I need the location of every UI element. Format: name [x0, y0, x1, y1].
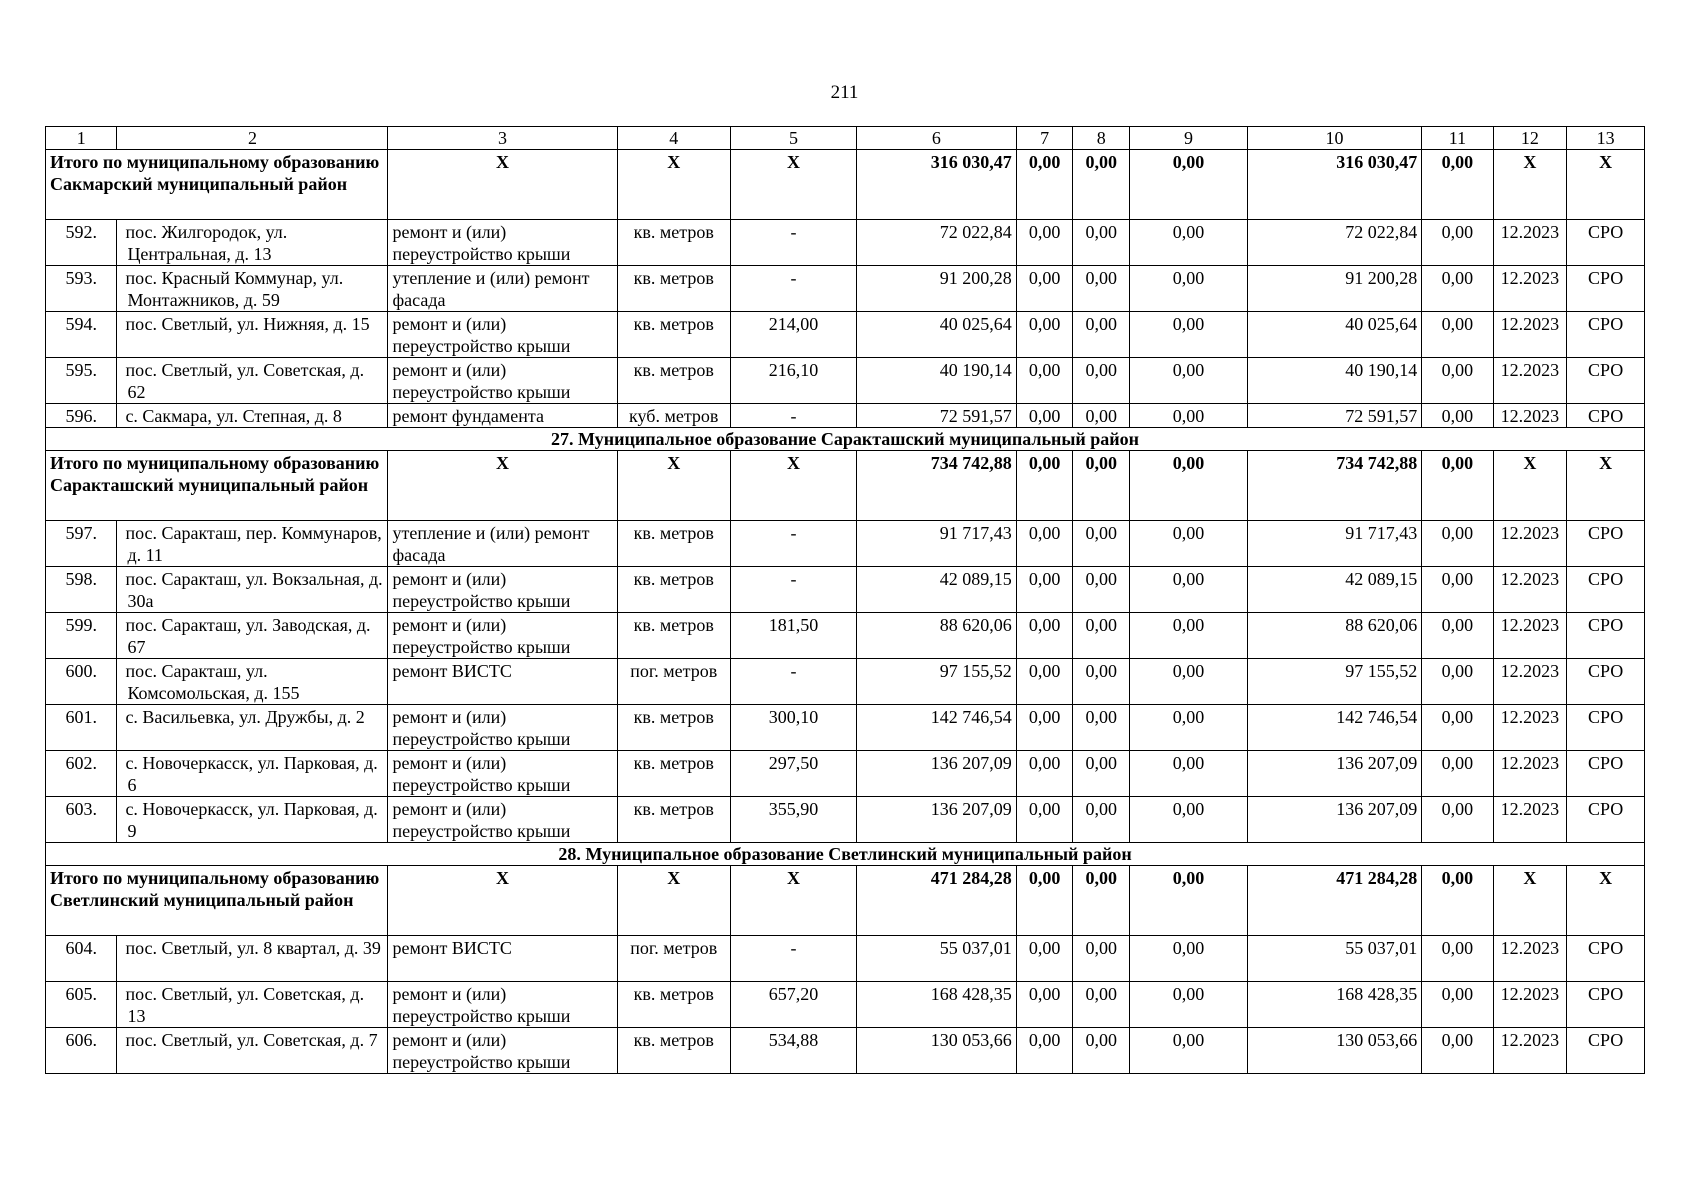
column-number-cell: 11: [1422, 127, 1493, 150]
row-number: 598.: [46, 567, 117, 613]
cost-cell: 55 037,01: [857, 936, 1017, 982]
quantity-cell: 534,88: [730, 1028, 856, 1074]
row-number: 602.: [46, 751, 117, 797]
work-type-cell: ремонт и (или) переустройство крыши: [388, 751, 617, 797]
address-cell: пос. Светлый, ул. 8 квартал, д. 39: [117, 936, 388, 982]
col-7-cell: 0,00: [1016, 936, 1073, 982]
unit-cell: кв. метров: [617, 358, 730, 404]
col-9-cell: 0,00: [1130, 659, 1248, 705]
method-cell: СРО: [1567, 567, 1645, 613]
cost-cell: 91 717,43: [857, 521, 1017, 567]
quantity-cell: 216,10: [730, 358, 856, 404]
deadline-cell: 12.2023: [1493, 567, 1567, 613]
unit-cell: кв. метров: [617, 220, 730, 266]
table-row: [46, 220, 1645, 266]
deadline-cell: 12.2023: [1493, 266, 1567, 312]
col-9-cell: 0,00: [1130, 404, 1248, 428]
col-10-cell: 91 717,43: [1247, 521, 1421, 567]
table-row: [46, 312, 1645, 358]
method-cell: СРО: [1567, 936, 1645, 982]
total-col-3: X: [388, 150, 617, 220]
method-cell: СРО: [1567, 659, 1645, 705]
section-heading-row: [46, 428, 1645, 451]
column-number-cell: 7: [1016, 127, 1073, 150]
column-number-cell: 3: [388, 127, 617, 150]
deadline-cell: 12.2023: [1493, 1028, 1567, 1074]
address-cell: пос. Саракташ, пер. Коммунаров, д. 11: [117, 521, 388, 567]
deadline-cell: 12.2023: [1493, 659, 1567, 705]
section-heading-row: [46, 843, 1645, 866]
row-number: 604.: [46, 936, 117, 982]
total-row: [46, 451, 1645, 521]
total-col-10: 471 284,28: [1247, 866, 1421, 936]
method-cell: СРО: [1567, 705, 1645, 751]
col-10-cell: 40 190,14: [1247, 358, 1421, 404]
quantity-cell: 297,50: [730, 751, 856, 797]
cost-cell: 130 053,66: [857, 1028, 1017, 1074]
address-cell: пос. Светлый, ул. Советская, д. 7: [117, 1028, 388, 1074]
cost-cell: 142 746,54: [857, 705, 1017, 751]
col-10-cell: 72 591,57: [1247, 404, 1421, 428]
col-11-cell: 0,00: [1422, 567, 1493, 613]
unit-cell: кв. метров: [617, 521, 730, 567]
col-9-cell: 0,00: [1130, 567, 1248, 613]
cost-cell: 72 022,84: [857, 220, 1017, 266]
cost-cell: 42 089,15: [857, 567, 1017, 613]
col-11-cell: 0,00: [1422, 659, 1493, 705]
col-10-cell: 136 207,09: [1247, 797, 1421, 843]
work-type-cell: ремонт и (или) переустройство крыши: [388, 312, 617, 358]
address-cell: с. Васильевка, ул. Дружбы, д. 2: [117, 705, 388, 751]
deadline-cell: 12.2023: [1493, 982, 1567, 1028]
unit-cell: кв. метров: [617, 705, 730, 751]
work-type-cell: ремонт ВИСТС: [388, 659, 617, 705]
unit-cell: куб. метров: [617, 404, 730, 428]
quantity-cell: -: [730, 220, 856, 266]
col-8-cell: 0,00: [1073, 404, 1130, 428]
row-number: 594.: [46, 312, 117, 358]
total-row: [46, 866, 1645, 936]
quantity-cell: -: [730, 567, 856, 613]
col-8-cell: 0,00: [1073, 705, 1130, 751]
total-label: Итого по муниципальному образованию Сакмарский муниципальный район: [46, 150, 388, 220]
cost-cell: 40 190,14: [857, 358, 1017, 404]
column-number-cell: 13: [1567, 127, 1645, 150]
address-cell: пос. Саракташ, ул. Вокзальная, д. 30а: [117, 567, 388, 613]
total-col-12: X: [1493, 866, 1567, 936]
column-number-row: [46, 127, 1645, 150]
total-col-4: X: [617, 866, 730, 936]
table-row: [46, 982, 1645, 1028]
row-number: 595.: [46, 358, 117, 404]
total-col-9: 0,00: [1130, 150, 1248, 220]
unit-cell: кв. метров: [617, 266, 730, 312]
total-col-9: 0,00: [1130, 866, 1248, 936]
col-7-cell: 0,00: [1016, 705, 1073, 751]
col-8-cell: 0,00: [1073, 936, 1130, 982]
work-type-cell: ремонт и (или) переустройство крыши: [388, 1028, 617, 1074]
cost-cell: 40 025,64: [857, 312, 1017, 358]
col-10-cell: 130 053,66: [1247, 1028, 1421, 1074]
quantity-cell: 214,00: [730, 312, 856, 358]
row-number: 603.: [46, 797, 117, 843]
column-number-cell: 8: [1073, 127, 1130, 150]
total-col-7: 0,00: [1016, 451, 1073, 521]
cost-cell: 168 428,35: [857, 982, 1017, 1028]
row-number: 600.: [46, 659, 117, 705]
address-cell: с. Сакмара, ул. Степная, д. 8: [117, 404, 388, 428]
table-row: [46, 358, 1645, 404]
total-col-5: X: [730, 451, 856, 521]
total-col-11: 0,00: [1422, 150, 1493, 220]
col-8-cell: 0,00: [1073, 220, 1130, 266]
work-type-cell: утепление и (или) ремонт фасада: [388, 521, 617, 567]
total-col-13: X: [1567, 150, 1645, 220]
work-type-cell: ремонт и (или) переустройство крыши: [388, 613, 617, 659]
address-cell: пос. Саракташ, ул. Комсомольская, д. 155: [117, 659, 388, 705]
col-9-cell: 0,00: [1130, 220, 1248, 266]
address-cell: пос. Светлый, ул. Нижняя, д. 15: [117, 312, 388, 358]
address-cell: с. Новочеркасск, ул. Парковая, д. 9: [117, 797, 388, 843]
col-11-cell: 0,00: [1422, 751, 1493, 797]
row-number: 601.: [46, 705, 117, 751]
method-cell: СРО: [1567, 982, 1645, 1028]
total-col-10: 734 742,88: [1247, 451, 1421, 521]
address-cell: с. Новочеркасск, ул. Парковая, д. 6: [117, 751, 388, 797]
total-col-11: 0,00: [1422, 866, 1493, 936]
col-8-cell: 0,00: [1073, 751, 1130, 797]
column-number-cell: 1: [46, 127, 117, 150]
work-type-cell: ремонт и (или) переустройство крыши: [388, 705, 617, 751]
table-body: [46, 127, 1645, 1074]
col-7-cell: 0,00: [1016, 797, 1073, 843]
total-col-13: X: [1567, 451, 1645, 521]
address-cell: пос. Жилгородок, ул. Центральная, д. 13: [117, 220, 388, 266]
total-col-8: 0,00: [1073, 150, 1130, 220]
deadline-cell: 12.2023: [1493, 705, 1567, 751]
col-7-cell: 0,00: [1016, 613, 1073, 659]
col-10-cell: 55 037,01: [1247, 936, 1421, 982]
col-11-cell: 0,00: [1422, 797, 1493, 843]
method-cell: СРО: [1567, 404, 1645, 428]
cost-cell: 97 155,52: [857, 659, 1017, 705]
col-9-cell: 0,00: [1130, 312, 1248, 358]
total-col-4: X: [617, 150, 730, 220]
register-table: [45, 126, 1645, 1074]
col-7-cell: 0,00: [1016, 521, 1073, 567]
total-col-5: X: [730, 150, 856, 220]
method-cell: СРО: [1567, 220, 1645, 266]
col-8-cell: 0,00: [1073, 521, 1130, 567]
method-cell: СРО: [1567, 797, 1645, 843]
total-col-12: X: [1493, 451, 1567, 521]
total-col-3: X: [388, 866, 617, 936]
col-8-cell: 0,00: [1073, 613, 1130, 659]
work-type-cell: ремонт и (или) переустройство крыши: [388, 358, 617, 404]
row-number: 597.: [46, 521, 117, 567]
unit-cell: кв. метров: [617, 1028, 730, 1074]
col-9-cell: 0,00: [1130, 705, 1248, 751]
deadline-cell: 12.2023: [1493, 358, 1567, 404]
method-cell: СРО: [1567, 358, 1645, 404]
work-type-cell: ремонт и (или) переустройство крыши: [388, 220, 617, 266]
quantity-cell: 355,90: [730, 797, 856, 843]
column-number-cell: 4: [617, 127, 730, 150]
table-row: [46, 613, 1645, 659]
method-cell: СРО: [1567, 521, 1645, 567]
quantity-cell: -: [730, 521, 856, 567]
unit-cell: пог. метров: [617, 659, 730, 705]
col-9-cell: 0,00: [1130, 982, 1248, 1028]
col-9-cell: 0,00: [1130, 1028, 1248, 1074]
work-type-cell: ремонт ВИСТС: [388, 936, 617, 982]
col-11-cell: 0,00: [1422, 404, 1493, 428]
deadline-cell: 12.2023: [1493, 220, 1567, 266]
col-8-cell: 0,00: [1073, 982, 1130, 1028]
col-11-cell: 0,00: [1422, 358, 1493, 404]
col-11-cell: 0,00: [1422, 705, 1493, 751]
quantity-cell: 657,20: [730, 982, 856, 1028]
col-10-cell: 136 207,09: [1247, 751, 1421, 797]
col-7-cell: 0,00: [1016, 659, 1073, 705]
col-8-cell: 0,00: [1073, 266, 1130, 312]
method-cell: СРО: [1567, 312, 1645, 358]
total-col-3: X: [388, 451, 617, 521]
table-row: [46, 797, 1645, 843]
address-cell: пос. Светлый, ул. Советская, д. 62: [117, 358, 388, 404]
table-row: [46, 936, 1645, 982]
col-11-cell: 0,00: [1422, 613, 1493, 659]
quantity-cell: -: [730, 404, 856, 428]
deadline-cell: 12.2023: [1493, 751, 1567, 797]
col-8-cell: 0,00: [1073, 797, 1130, 843]
quantity-cell: -: [730, 266, 856, 312]
total-col-7: 0,00: [1016, 866, 1073, 936]
row-number: 596.: [46, 404, 117, 428]
section-title: 27. Муниципальное образование Саракташский муниципальный район: [46, 428, 1645, 451]
col-9-cell: 0,00: [1130, 521, 1248, 567]
table-row: [46, 404, 1645, 428]
unit-cell: пог. метров: [617, 936, 730, 982]
total-row: [46, 150, 1645, 220]
deadline-cell: 12.2023: [1493, 613, 1567, 659]
col-11-cell: 0,00: [1422, 312, 1493, 358]
col-10-cell: 88 620,06: [1247, 613, 1421, 659]
method-cell: СРО: [1567, 1028, 1645, 1074]
col-10-cell: 142 746,54: [1247, 705, 1421, 751]
unit-cell: кв. метров: [617, 751, 730, 797]
work-type-cell: утепление и (или) ремонт фасада: [388, 266, 617, 312]
col-11-cell: 0,00: [1422, 936, 1493, 982]
work-type-cell: ремонт и (или) переустройство крыши: [388, 797, 617, 843]
table-row: [46, 266, 1645, 312]
table-row: [46, 659, 1645, 705]
col-9-cell: 0,00: [1130, 358, 1248, 404]
col-8-cell: 0,00: [1073, 358, 1130, 404]
column-number-cell: 10: [1247, 127, 1421, 150]
col-10-cell: 97 155,52: [1247, 659, 1421, 705]
cost-cell: 88 620,06: [857, 613, 1017, 659]
table-row: [46, 1028, 1645, 1074]
total-cost: 471 284,28: [857, 866, 1017, 936]
table-row: [46, 751, 1645, 797]
col-8-cell: 0,00: [1073, 312, 1130, 358]
col-7-cell: 0,00: [1016, 751, 1073, 797]
col-11-cell: 0,00: [1422, 982, 1493, 1028]
col-8-cell: 0,00: [1073, 659, 1130, 705]
column-number-cell: 9: [1130, 127, 1248, 150]
col-7-cell: 0,00: [1016, 567, 1073, 613]
method-cell: СРО: [1567, 751, 1645, 797]
work-type-cell: ремонт фундамента: [388, 404, 617, 428]
work-type-cell: ремонт и (или) переустройство крыши: [388, 982, 617, 1028]
column-number-cell: 2: [117, 127, 388, 150]
total-col-11: 0,00: [1422, 451, 1493, 521]
row-number: 599.: [46, 613, 117, 659]
total-cost: 734 742,88: [857, 451, 1017, 521]
col-9-cell: 0,00: [1130, 797, 1248, 843]
row-number: 593.: [46, 266, 117, 312]
section-title: 28. Муниципальное образование Светлинский муниципальный район: [46, 843, 1645, 866]
total-col-8: 0,00: [1073, 451, 1130, 521]
quantity-cell: 300,10: [730, 705, 856, 751]
col-10-cell: 40 025,64: [1247, 312, 1421, 358]
total-col-9: 0,00: [1130, 451, 1248, 521]
col-9-cell: 0,00: [1130, 751, 1248, 797]
col-10-cell: 168 428,35: [1247, 982, 1421, 1028]
deadline-cell: 12.2023: [1493, 404, 1567, 428]
cost-cell: 136 207,09: [857, 797, 1017, 843]
total-col-12: X: [1493, 150, 1567, 220]
total-col-4: X: [617, 451, 730, 521]
work-type-cell: ремонт и (или) переустройство крыши: [388, 567, 617, 613]
col-11-cell: 0,00: [1422, 266, 1493, 312]
total-col-10: 316 030,47: [1247, 150, 1421, 220]
col-10-cell: 91 200,28: [1247, 266, 1421, 312]
col-11-cell: 0,00: [1422, 521, 1493, 567]
cost-cell: 91 200,28: [857, 266, 1017, 312]
col-7-cell: 0,00: [1016, 982, 1073, 1028]
deadline-cell: 12.2023: [1493, 936, 1567, 982]
total-col-5: X: [730, 866, 856, 936]
unit-cell: кв. метров: [617, 982, 730, 1028]
column-number-cell: 5: [730, 127, 856, 150]
total-label: Итого по муниципальному образованию Саракташский муниципальный район: [46, 451, 388, 521]
unit-cell: кв. метров: [617, 567, 730, 613]
total-cost: 316 030,47: [857, 150, 1017, 220]
row-number: 606.: [46, 1028, 117, 1074]
col-7-cell: 0,00: [1016, 1028, 1073, 1074]
col-8-cell: 0,00: [1073, 567, 1130, 613]
col-9-cell: 0,00: [1130, 613, 1248, 659]
col-11-cell: 0,00: [1422, 220, 1493, 266]
deadline-cell: 12.2023: [1493, 797, 1567, 843]
table-row: [46, 521, 1645, 567]
table-row: [46, 567, 1645, 613]
col-7-cell: 0,00: [1016, 358, 1073, 404]
col-9-cell: 0,00: [1130, 936, 1248, 982]
col-9-cell: 0,00: [1130, 266, 1248, 312]
col-11-cell: 0,00: [1422, 1028, 1493, 1074]
total-col-7: 0,00: [1016, 150, 1073, 220]
unit-cell: кв. метров: [617, 613, 730, 659]
table-row: [46, 705, 1645, 751]
col-7-cell: 0,00: [1016, 220, 1073, 266]
cost-cell: 72 591,57: [857, 404, 1017, 428]
col-10-cell: 72 022,84: [1247, 220, 1421, 266]
col-7-cell: 0,00: [1016, 404, 1073, 428]
column-number-cell: 12: [1493, 127, 1567, 150]
method-cell: СРО: [1567, 613, 1645, 659]
unit-cell: кв. метров: [617, 797, 730, 843]
total-col-8: 0,00: [1073, 866, 1130, 936]
address-cell: пос. Светлый, ул. Советская, д. 13: [117, 982, 388, 1028]
address-cell: пос. Саракташ, ул. Заводская, д. 67: [117, 613, 388, 659]
col-7-cell: 0,00: [1016, 312, 1073, 358]
col-10-cell: 42 089,15: [1247, 567, 1421, 613]
page-number: 211: [830, 82, 859, 103]
row-number: 605.: [46, 982, 117, 1028]
unit-cell: кв. метров: [617, 312, 730, 358]
deadline-cell: 12.2023: [1493, 312, 1567, 358]
quantity-cell: 181,50: [730, 613, 856, 659]
deadline-cell: 12.2023: [1493, 521, 1567, 567]
method-cell: СРО: [1567, 266, 1645, 312]
quantity-cell: -: [730, 936, 856, 982]
total-col-13: X: [1567, 866, 1645, 936]
row-number: 592.: [46, 220, 117, 266]
total-label: Итого по муниципальному образованию Светлинский муниципальный район: [46, 866, 388, 936]
column-number-cell: 6: [857, 127, 1017, 150]
cost-cell: 136 207,09: [857, 751, 1017, 797]
col-7-cell: 0,00: [1016, 266, 1073, 312]
col-8-cell: 0,00: [1073, 1028, 1130, 1074]
address-cell: пос. Красный Коммунар, ул. Монтажников, д. 59: [117, 266, 388, 312]
quantity-cell: -: [730, 659, 856, 705]
